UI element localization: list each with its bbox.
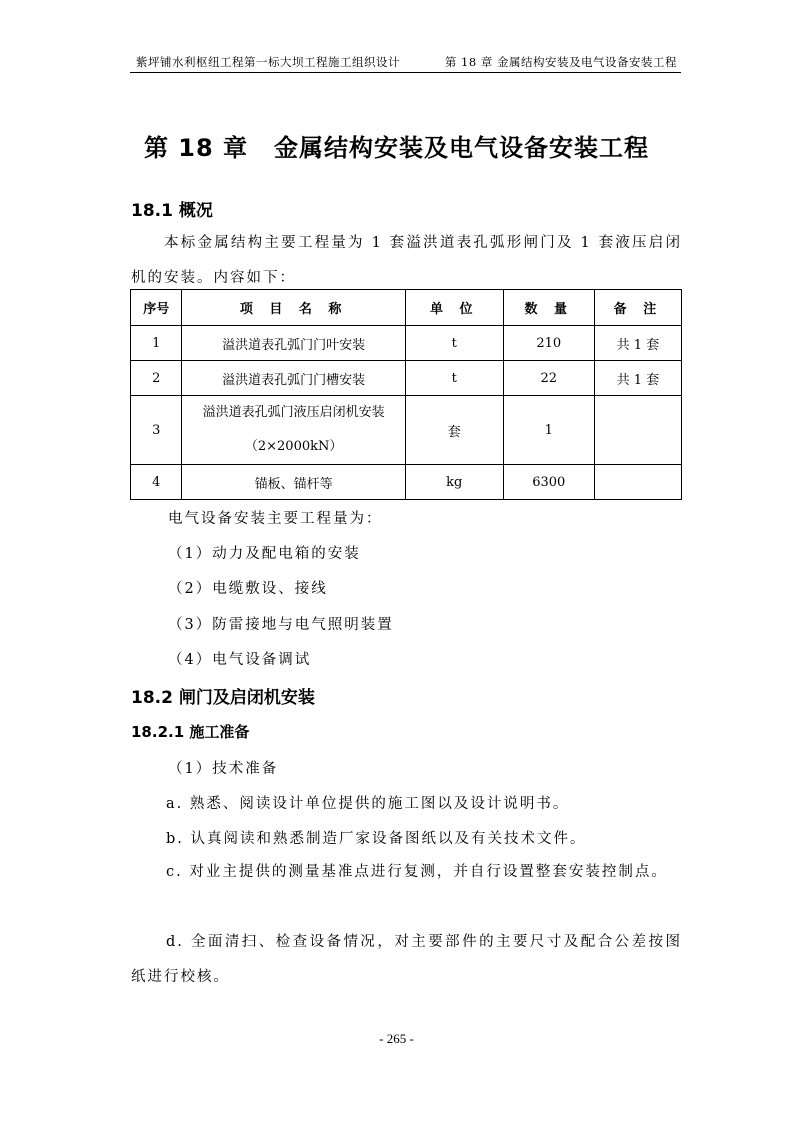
- prep-point-c: c. 对业主提供的测量基准点进行复测，并自行设置整套安装控制点。: [166, 864, 668, 880]
- cell-name-line-2: （2×2000kN）: [244, 439, 343, 454]
- page-header: [130, 52, 681, 73]
- section-heading-18-1: 18.1 概况: [131, 201, 213, 221]
- col-header-qty: 数 量: [503, 290, 594, 326]
- cell-qty: 210: [503, 326, 594, 361]
- prep-point-d: d. 全面清扫、检查设备情况，对主要部件的主要尺寸及配合公差按图纸进行校核。: [131, 934, 682, 985]
- cell-qty: 22: [503, 361, 594, 396]
- table-row: [131, 326, 682, 361]
- cell-name: [182, 396, 405, 465]
- cell-note: 共 1 套: [594, 361, 681, 396]
- chapter-name: 金属结构安装及电气设备安装工程: [274, 134, 650, 162]
- cell-name: 溢洪道表孔弧门门槽安装: [182, 361, 405, 396]
- cell-name: 锚板、锚杆等: [182, 465, 405, 500]
- cell-no: 2: [131, 361, 182, 396]
- cell-no: 1: [131, 326, 182, 361]
- table-row: [131, 465, 682, 500]
- prep-point-a: a. 熟悉、阅读设计单位提供的施工图以及设计说明书。: [166, 796, 570, 812]
- cell-note: [594, 396, 681, 465]
- header-chapter-title: 第 18 章 金属结构安装及电气设备安装工程: [444, 55, 677, 69]
- electrical-item: （3）防雷接地与电气照明装置: [168, 617, 394, 633]
- prep-item: （1）技术准备: [168, 761, 279, 777]
- electrical-item: （1）动力及配电箱的安装: [168, 546, 361, 562]
- header-document-title: 紫坪铺水利枢纽工程第一标大坝工程施工组织设计: [136, 55, 400, 69]
- chapter-number: 第 18 章: [143, 134, 249, 162]
- page-number: - 265 -: [379, 1031, 414, 1046]
- subsection-heading-18-2-1: 18.2.1 施工准备: [131, 723, 250, 741]
- prep-point-b: b. 认真阅读和熟悉制造厂家设备图纸以及有关技术文件。: [166, 831, 587, 847]
- cell-note: [594, 465, 681, 500]
- electrical-item: （2）电缆敷设、接线: [168, 581, 328, 597]
- section-intro-paragraph: 本标金属结构主要工程量为 1 套溢洪道表孔弧形闸门及 1 套液压启闭机的安装。内容如下：: [131, 235, 682, 286]
- cell-name-line-1: 溢洪道表孔弧门液压启闭机安装: [202, 405, 385, 420]
- chapter-title: [0, 128, 793, 163]
- table-row: [131, 396, 682, 465]
- col-header-name: 项 目 名 称: [182, 290, 405, 326]
- cell-no: 4: [131, 465, 182, 500]
- col-header-unit: 单 位: [405, 290, 503, 326]
- col-header-note: 备 注: [594, 290, 681, 326]
- work-quantity-table: [130, 289, 682, 500]
- section-heading-18-2: 18.2 闸门及启闭机安装: [131, 688, 315, 708]
- col-header-no: 序号: [131, 290, 182, 326]
- cell-unit: t: [405, 326, 503, 361]
- table-row: [131, 361, 682, 396]
- cell-qty: 1: [503, 396, 594, 465]
- cell-unit: t: [405, 361, 503, 396]
- cell-note: 共 1 套: [594, 326, 681, 361]
- cell-name: 溢洪道表孔弧门门叶安装: [182, 326, 405, 361]
- electrical-intro: 电气设备安装主要工程量为：: [168, 511, 383, 527]
- cell-unit: 套: [405, 396, 503, 465]
- cell-no: 3: [131, 396, 182, 465]
- electrical-item: （4）电气设备调试: [168, 652, 312, 668]
- cell-qty: 6300: [503, 465, 594, 500]
- table-header-row: [131, 290, 682, 326]
- cell-unit: kg: [405, 465, 503, 500]
